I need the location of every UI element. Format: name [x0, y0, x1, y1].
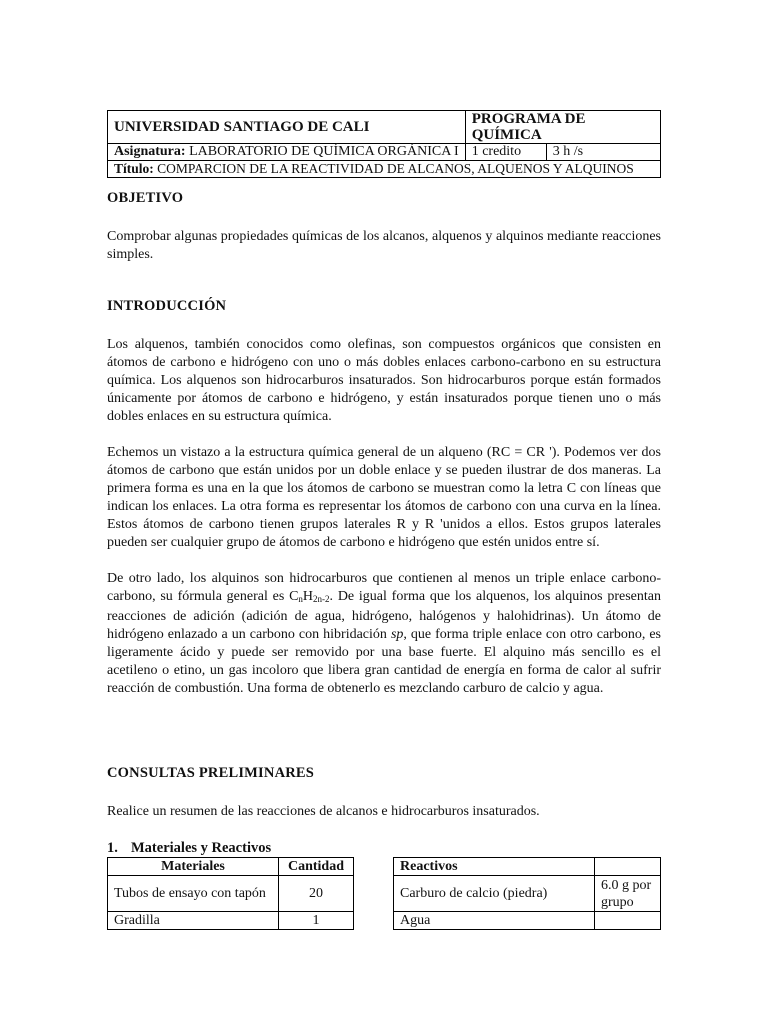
- program-name: PROGRAMA DE QUÍMICA: [465, 111, 660, 144]
- cantidad-cell: 20: [279, 876, 354, 912]
- cantidad-cell: 1: [279, 912, 354, 930]
- hours-cell: 3 h /s: [546, 144, 660, 161]
- formula-h: H: [302, 589, 314, 604]
- materiales-list-title: [107, 839, 661, 857]
- intro-paragraph-3: [107, 570, 661, 698]
- subject-label: Asignatura:: [114, 144, 186, 159]
- formula-sub-2n2: 2n-2: [313, 594, 330, 604]
- list-title: Materiales y Reactivos: [131, 840, 272, 856]
- intro-paragraph-1: Los alquenos, también conocidos como olefinas, son compuestos orgánicos que consisten en átomos de carbono e hidrógeno con uno o más dobles enlaces carbono-carbono en su estructura química. Los alquenos son hidrocarburos insaturados. Son hidrocarburos porque están formados únicamente por átomos de carbono e hidrógeno, y están insaturados porque tienen uno o más dobles enlaces en su estructura química.: [107, 337, 661, 424]
- material-cell: Tubos de ensayo con tapón: [108, 876, 279, 912]
- credits-cell: 1 credito: [465, 144, 546, 161]
- list-number: 1.: [107, 840, 118, 856]
- materiales-header: Materiales: [108, 858, 279, 876]
- university-name: UNIVERSIDAD SANTIAGO DE CALI: [108, 111, 466, 144]
- title-cell: [108, 161, 661, 178]
- title-value: COMPARCION DE LA REACTIVIDAD DE ALCANOS, ALQUENOS Y ALQUINOS: [157, 161, 634, 176]
- reactivo-cell: Agua: [394, 912, 595, 930]
- subject-cell: [108, 144, 466, 161]
- formula-sub-n: n: [298, 594, 303, 604]
- objetivo-section: [107, 190, 661, 264]
- objetivo-text: Comprobar algunas propiedades químicas de los alcanos, alquenos y alquinos mediante reacciones simples.: [107, 229, 661, 262]
- introduccion-section: [107, 298, 661, 698]
- objetivo-heading: OBJETIVO: [107, 190, 184, 206]
- reactivo-cell: Carburo de calcio (piedra): [394, 876, 595, 912]
- header-table: [107, 110, 661, 178]
- material-cell: Gradilla: [108, 912, 279, 930]
- reactivo-amount-cell: [595, 912, 661, 930]
- reactivos-header-empty: [595, 858, 661, 876]
- consultas-text: Realice un resumen de las reacciones de alcanos e hidrocarburos insaturados.: [107, 804, 540, 819]
- subject-value: LABORATORIO DE QUÍMICA ORGÁNICA I: [189, 144, 459, 159]
- intro-paragraph-2: Echemos un vistazo a la estructura química general de un alqueno (RC = CR '). Podemos ver dos átomos de carbono que están unidos por un doble enlace y se pueden ilustrar de dos maneras. La primera forma es una en la que los átomos de carbono se muestran como la letra C con líneas que indican los enlaces. La otra forma es representar los átomos de carbono con una curva en la línea. Estos átomos de carbono tienen grupos laterales R y R 'unidos a ellos. Estos grupos laterales pueden ser cualquier grupo de átomos de carbono e hidrógeno que estén unidos entre sí.: [107, 445, 661, 550]
- reactivos-header: Reactivos: [394, 858, 595, 876]
- reactivo-amount-cell: 6.0 g por grupo: [595, 876, 661, 912]
- title-label: Título:: [114, 161, 154, 176]
- p3-sp: sp: [390, 627, 404, 642]
- p3-part-a: De otro lado, los alquinos son hidrocarburos que contienen al menos un triple enlace carbono-carbono, su fórmula general es C: [107, 571, 661, 604]
- p3-part-b: . De igual forma que los alquenos, los alquinos presentan reacciones de adición (adición de agua, hidrógeno, halógenos y halohidrinas). Un átomo de hidrógeno enlazado a un carbono con hibridación: [107, 589, 661, 642]
- p3-part-c: , que forma triple enlace con otro carbono, es ligeramente ácido y puede ser removido por una base fuerte. El alquino más sencillo es el acetileno o etino, un gas incoloro que libera gran cantidad de energía en forma de calor al sufrir reacción de combustión. Una forma de obtenerlo es mezclando carburo de calcio y agua.: [107, 627, 661, 696]
- consultas-heading: CONSULTAS PRELIMINARES: [107, 765, 315, 781]
- materiales-table: [107, 857, 354, 930]
- document-page: [107, 110, 661, 928]
- introduccion-heading: INTRODUCCIÓN: [107, 298, 227, 314]
- reactivos-table: [393, 857, 661, 930]
- cantidad-header: Cantidad: [279, 858, 354, 876]
- consultas-section: [107, 765, 661, 821]
